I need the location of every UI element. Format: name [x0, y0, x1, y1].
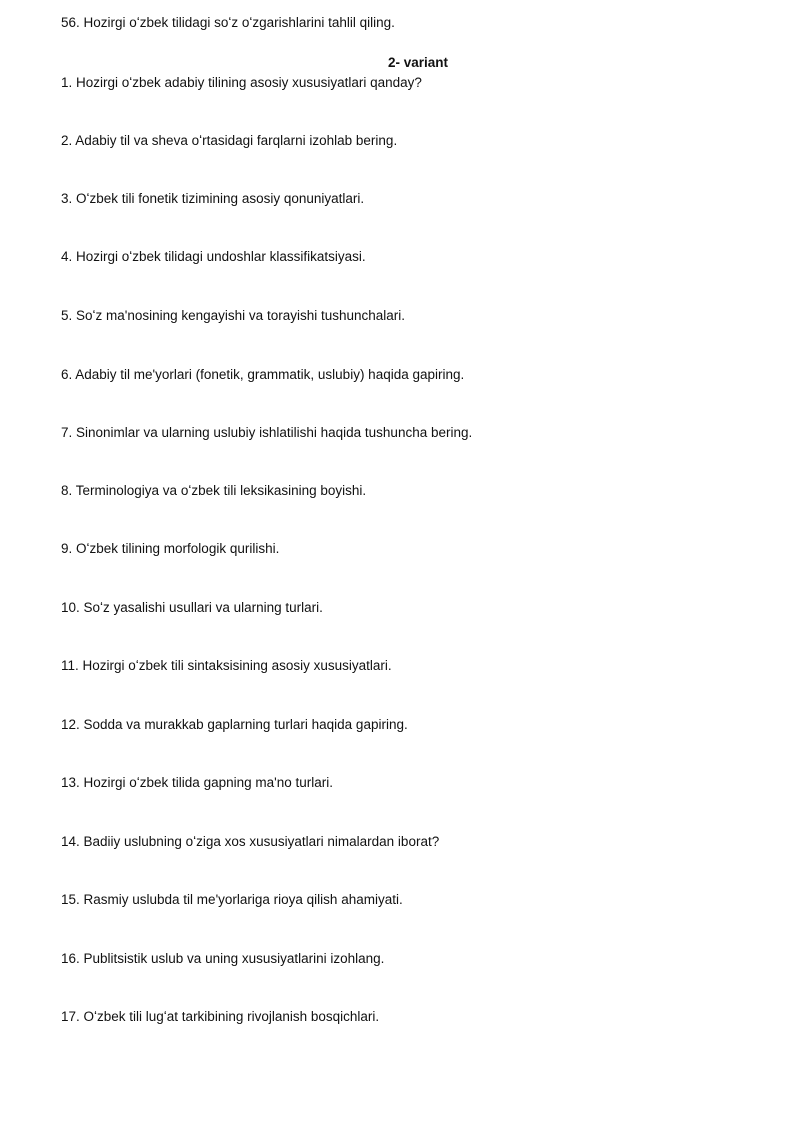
question-13: 13. Hozirgi oʻzbek tilida gapning ma'no turlari.: [61, 775, 333, 790]
question-1: 1. Hozirgi oʻzbek adabiy tilining asosiy xususiyatlari qanday?: [61, 75, 422, 90]
question-15: 15. Rasmiy uslubda til me'yorlariga rioya qilish ahamiyati.: [61, 892, 403, 907]
question-12: 12. Sodda va murakkab gaplarning turlari haqida gapiring.: [61, 717, 408, 732]
question-8: 8. Terminologiya va oʻzbek tili leksikasining boyishi.: [61, 483, 367, 498]
question-16: 16. Publitsistik uslub va uning xususiyatlarini izohlang.: [61, 951, 385, 966]
question-7: 7. Sinonimlar va ularning uslubiy ishlatilishi haqida tushuncha bering.: [61, 425, 473, 440]
question-3: 3. Oʻzbek tili fonetik tizimining asosiy qonuniyatlari.: [61, 191, 365, 206]
question-2: 2. Adabiy til va sheva oʻrtasidagi farqlarni izohlab bering.: [61, 133, 398, 148]
question-10: 10. Soʻz yasalishi usullari va ularning turlari.: [61, 600, 323, 615]
question-11: 11. Hozirgi oʻzbek tili sintaksisining asosiy xususiyatlari.: [61, 658, 392, 673]
question-5: 5. Soʻz ma'nosining kengayishi va torayishi tushunchalari.: [61, 308, 406, 323]
question-14: 14. Badiiy uslubning oʻziga xos xususiyatlari nimalardan iborat?: [61, 834, 440, 849]
question-17: 17. Oʻzbek tili lugʻat tarkibining rivojlanish bosqichlari.: [61, 1009, 380, 1024]
question-56: 56. Hozirgi oʻzbek tilidagi soʻz oʻzgarishlarini tahlil qiling.: [61, 15, 395, 30]
question-6: 6. Adabiy til me'yorlari (fonetik, grammatik, uslubiy) haqida gapiring.: [61, 367, 465, 382]
question-9: 9. Oʻzbek tilining morfologik qurilishi.: [61, 541, 280, 556]
question-4: 4. Hozirgi oʻzbek tilidagi undoshlar klassifikatsiyasi.: [61, 249, 366, 264]
variant-heading: 2- variant: [388, 55, 449, 70]
